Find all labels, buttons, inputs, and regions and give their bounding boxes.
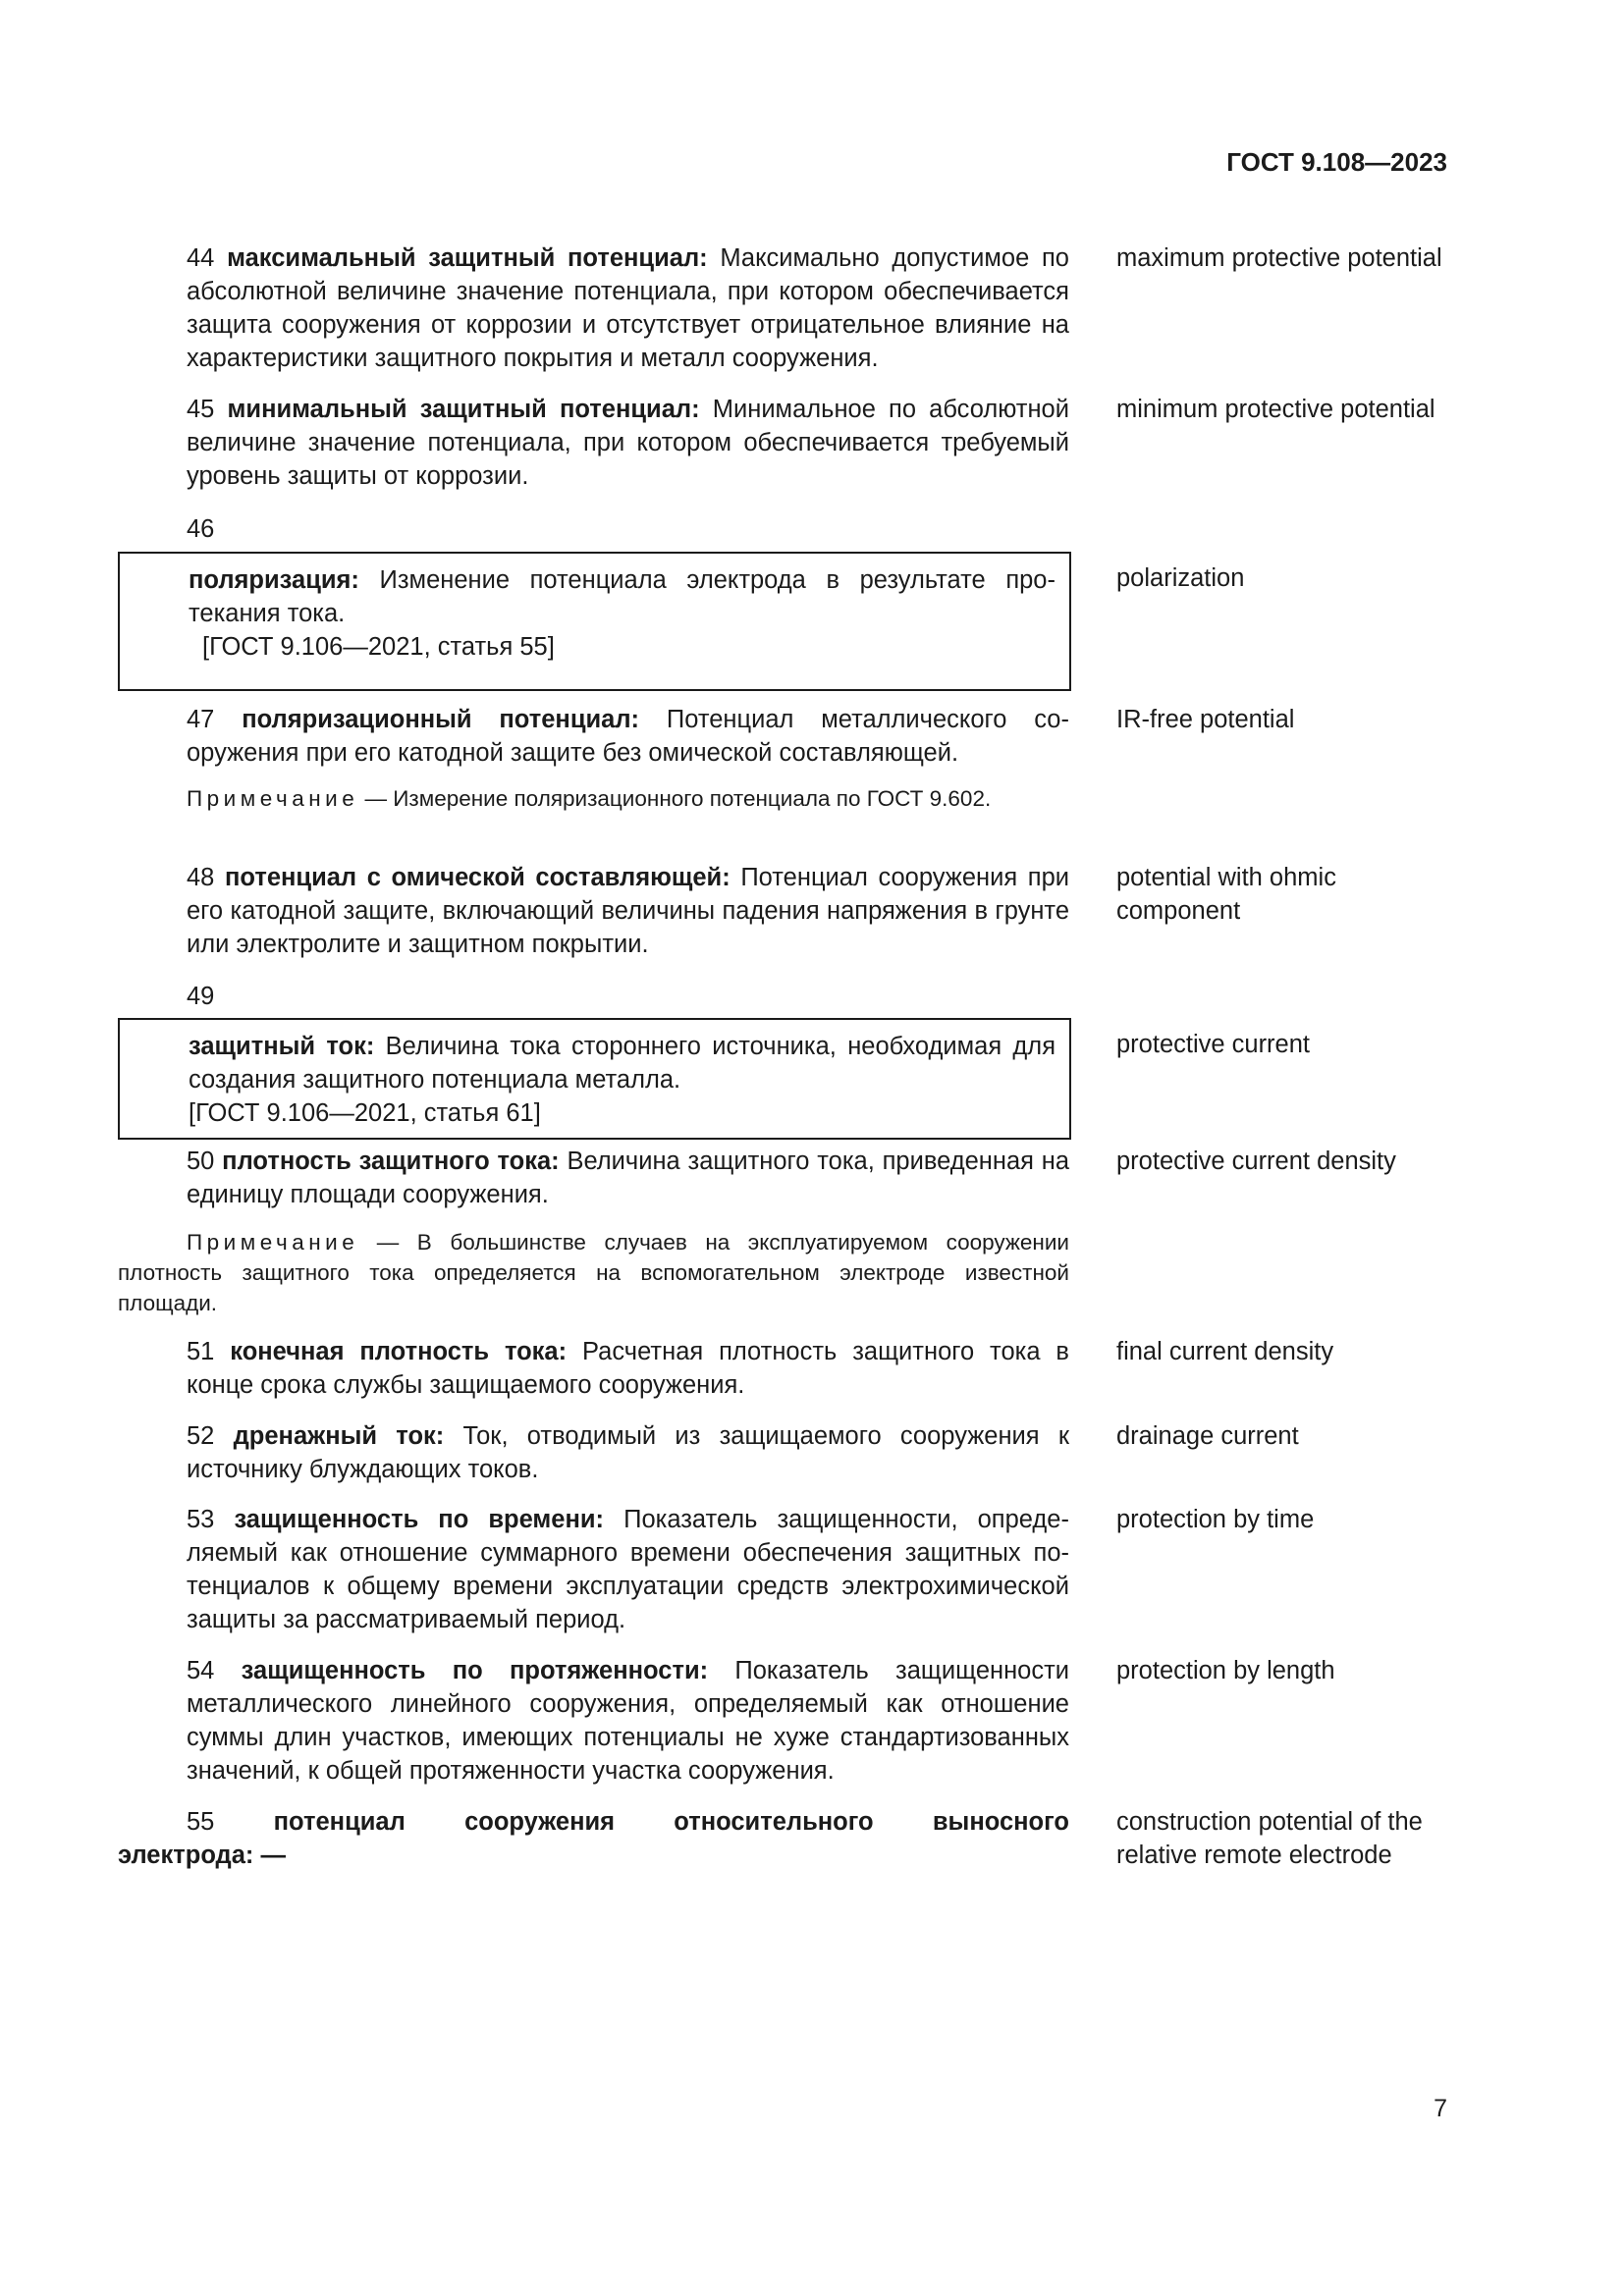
term-english: maximum protective potential [1116,244,1442,272]
term-name: дренажный ток: [233,1422,445,1450]
term-english: construction potential of the relative remote electrode [1116,1808,1423,1869]
term-text: Ток, отводимый из защищаемого сооружения к источнику блуждающих токов. [187,1422,1069,1483]
term-english: protection by time [1116,1506,1315,1533]
term-number: 46 [187,515,215,543]
term-definition [118,393,1069,493]
term-name: конечная плотность тока: [230,1338,568,1365]
term-note [118,783,1069,814]
term-english: potential with ohmic component [1116,864,1336,925]
term-definition [118,1805,1069,1872]
term-number: 49 [187,983,215,1010]
term-text: Величина защитного тока, приведенная на единицу площади сооружения. [187,1148,1069,1208]
term-definition [118,1503,1069,1636]
term-name-continued: электрода: — [118,1842,287,1869]
term-english: drainage current [1116,1422,1299,1450]
term-text: Потенциал сооружения при его катодной защите, включающий величины падения напряжения в грунте или электролите и защитном покрытии. [187,864,1069,958]
note-text: — Измерение поляризационного потенциала по ГОСТ 9.602. [358,786,992,811]
term-definition-box [118,552,1071,691]
term-number: 44 [187,244,215,272]
term-name: потенциал сооружения относительного выносного [273,1808,1069,1836]
page-number: 7 [1434,2095,1447,2122]
term-english: polarization [1116,564,1245,592]
term-number: 50 [187,1148,215,1175]
term-text: Величина тока стороннего источника, необходимая для создания защитного потенциала металла. [189,1033,1056,1094]
term-definition [118,1145,1069,1211]
term-text: Потенциал металлического сооружения при его катодной защите без омической составляющей. [187,706,1069,767]
term-name: поляризация: [189,566,359,594]
term-name: минимальный защитный потенциал: [227,396,700,423]
term-english: protection by length [1116,1657,1335,1684]
term-definition [118,1335,1069,1402]
term-text: Расчетная плотность защитного тока в конце срока службы защищаемого сооружения. [187,1338,1069,1399]
term-name: потенциал с омической составляющей: [224,864,731,891]
term-text: Максимально допустимое по абсолютной величине значение потенциала, при котором обеспечивается защита сооружения от коррозии и отсутствует отрицательное влияние на характеристики защитного покрытия и металл сооружения. [187,244,1069,372]
term-name: защитный ток: [189,1033,375,1060]
term-text: Показатель защищенности металлического линейного сооружения, определяемый как отношение суммы длин участков, имеющих потенциалы не хуже стандартизованных значений, к общей протяженности участка сооружения. [187,1657,1070,1785]
term-number: 51 [187,1338,215,1365]
term-definition [118,703,1069,770]
term-number: 55 [187,1808,215,1836]
term-definition [118,861,1069,961]
term-text: Показатель защищенности, определяемый как отношение суммарного времени обеспечения защитных потенциалов к общему времени эксплуатации средств электрохимической защиты за рассматриваемый период. [187,1506,1069,1633]
term-number: 45 [187,396,215,423]
term-name: защищенность по протяженности: [241,1657,709,1684]
term-number: 52 [187,1422,215,1450]
term-number: 47 [187,706,215,733]
term-name: плотность защитного тока: [222,1148,560,1175]
term-definition [118,1419,1069,1486]
term-text: Минимальное по абсолютной величине значение потенциала, при котором обеспечивается требуемый уровень защиты от коррозии. [187,396,1069,490]
term-definition [118,241,1069,375]
term-name: защищенность по времени: [234,1506,605,1533]
term-number: 54 [187,1657,215,1684]
term-english: minimum protective potential [1116,396,1435,423]
term-english: final current density [1116,1338,1334,1365]
term-english: protective current [1116,1031,1311,1058]
note-label: Примечание [187,1230,359,1255]
note-text: — В большинстве случаев на эксплуатируемом сооружении плотность защитного тока определяется на вспомогательном электроде известной площади. [118,1230,1069,1315]
term-reference: [ГОСТ 9.106—2021, статья 55] [202,633,555,661]
term-definition [118,1654,1069,1788]
term-english: protective current density [1116,1148,1396,1175]
term-name: поляризационный потенциал: [242,706,640,733]
document-header: ГОСТ 9.108—2023 [1226,147,1447,177]
term-definition-box [118,1018,1071,1140]
note-label: Примечание [187,786,359,811]
term-note [118,1227,1069,1318]
term-number: 48 [187,864,215,891]
term-text: Изменение потенциала электрода в результате протекания тока. [189,566,1056,627]
term-english: IR-free potential [1116,706,1295,733]
term-reference: [ГОСТ 9.106—2021, статья 61] [189,1099,541,1127]
term-number: 53 [187,1506,215,1533]
term-name: максимальный защитный потенциал: [227,244,708,272]
